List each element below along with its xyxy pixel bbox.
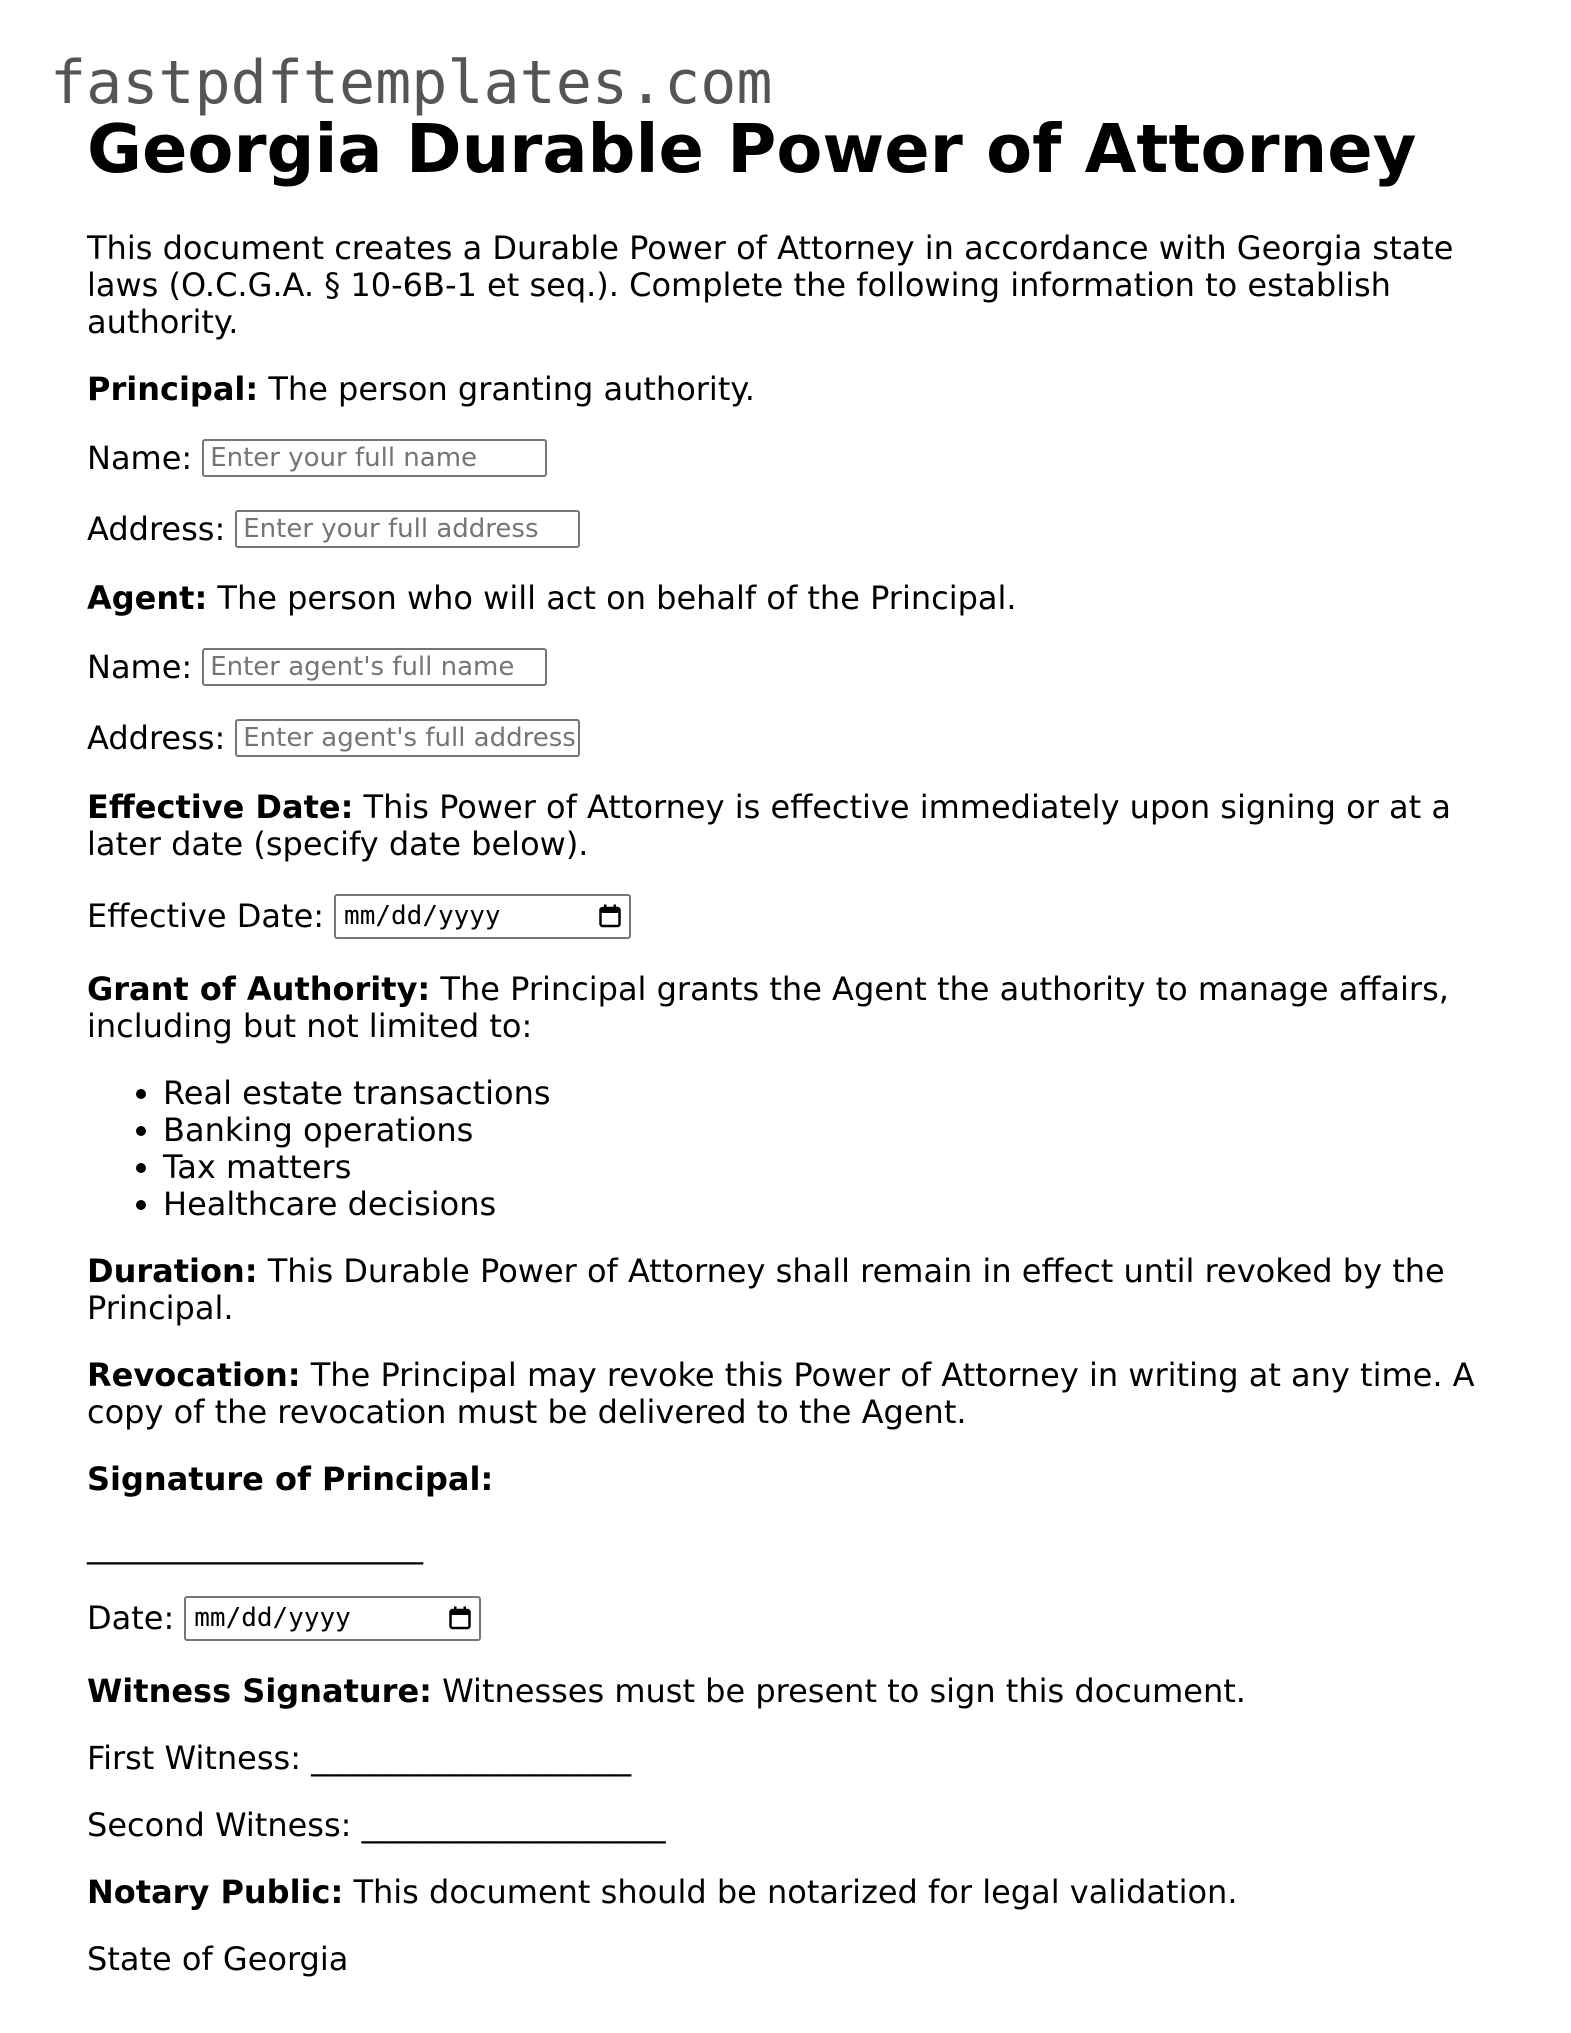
second-witness-row: [87, 1807, 1487, 1844]
principal-name-input[interactable]: Enter your full name: [202, 439, 547, 477]
effective-date-heading: Effective Date:: [87, 788, 354, 826]
notary-heading: Notary Public:: [87, 1873, 344, 1911]
duration-heading: Duration:: [87, 1252, 258, 1290]
witness-description: Witnesses must be present to sign this document.: [431, 1672, 1246, 1710]
revocation-description: The Principal may revoke this Power of Attorney in writing at any time. A copy of the revocation must be delivered to the Agent.: [87, 1356, 1475, 1431]
agent-address-row: [87, 718, 1487, 758]
calendar-icon[interactable]: [449, 1606, 471, 1630]
first-witness-signature-line[interactable]: ____________________: [300, 1739, 632, 1777]
agent-name-label: Name:: [87, 647, 193, 686]
grant-heading: Grant of Authority:: [87, 970, 431, 1008]
agent-heading: Agent:: [87, 579, 208, 617]
effective-date-description: This Power of Attorney is effective immediately upon signing or at a later date (specify date below).: [87, 788, 1451, 863]
principal-description: The person granting authority.: [258, 370, 755, 408]
principal-signature-line[interactable]: _____________________: [87, 1527, 423, 1565]
principal-heading: Principal:: [87, 370, 259, 408]
agent-name-row: [87, 647, 1487, 687]
site-watermark: fastpdftemplates.com: [50, 48, 773, 118]
effective-date-section: [87, 789, 1487, 863]
list-item: • Tax matters: [163, 1149, 1487, 1186]
second-witness-signature-line[interactable]: ___________________: [351, 1806, 666, 1844]
authority-list: [87, 1075, 1487, 1223]
signature-date-row: [87, 1595, 1487, 1641]
principal-address-row: [87, 509, 1487, 549]
calendar-icon[interactable]: [599, 904, 621, 928]
signature-heading: Signature of Principal:: [87, 1460, 494, 1498]
first-witness-row: [87, 1740, 1487, 1777]
witness-heading: Witness Signature:: [87, 1672, 432, 1710]
page-title: Georgia Durable Power of Attorney: [87, 110, 1417, 188]
effective-date-value: mm/dd/yyyy: [344, 900, 501, 931]
effective-date-label: Effective Date:: [87, 896, 325, 935]
grant-description: The Principal grants the Agent the authority to manage affairs, including but not limited to:: [87, 970, 1449, 1045]
grant-section: [87, 971, 1487, 1045]
principal-name-row: [87, 438, 1487, 478]
list-item: • Healthcare decisions: [163, 1186, 1487, 1223]
agent-section: [87, 580, 1487, 617]
second-witness-label: Second Witness:: [87, 1806, 352, 1844]
document-body: [87, 108, 1487, 2008]
agent-address-input[interactable]: Enter agent's full address: [235, 719, 580, 757]
signature-date-value: mm/dd/yyyy: [194, 1602, 351, 1633]
signature-date-label: Date:: [87, 1598, 175, 1637]
principal-address-input[interactable]: Enter your full address: [235, 510, 580, 548]
notary-section: [87, 1874, 1487, 1911]
duration-description: This Durable Power of Attorney shall remain in effect until revoked by the Principal.: [87, 1252, 1445, 1327]
notary-description: This document should be notarized for legal validation.: [343, 1873, 1238, 1911]
agent-description: The person who will act on behalf of the Principal.: [207, 579, 1017, 617]
effective-date-input[interactable]: [334, 894, 631, 939]
signature-section: [87, 1461, 1487, 1498]
principal-address-label: Address:: [87, 509, 226, 548]
list-item: • Banking operations: [163, 1112, 1487, 1149]
notary-state: State of Georgia: [87, 1940, 349, 1978]
principal-section: [87, 371, 1487, 408]
principal-name-label: Name:: [87, 438, 193, 477]
duration-section: [87, 1253, 1487, 1327]
revocation-heading: Revocation:: [87, 1356, 301, 1394]
agent-address-label: Address:: [87, 718, 226, 757]
witness-section: [87, 1673, 1487, 1710]
list-item: • Real estate transactions: [163, 1075, 1487, 1112]
revocation-section: [87, 1357, 1487, 1431]
intro-paragraph: This document creates a Durable Power of Attorney in accordance with Georgia state laws (O.C.G.A. § 10-6B-1 et seq.). Complete the following information to establish authority.: [87, 229, 1454, 341]
agent-name-input[interactable]: Enter agent's full name: [202, 648, 547, 686]
effective-date-row: [87, 893, 1487, 939]
signature-date-input[interactable]: [184, 1596, 481, 1641]
first-witness-label: First Witness:: [87, 1739, 301, 1777]
